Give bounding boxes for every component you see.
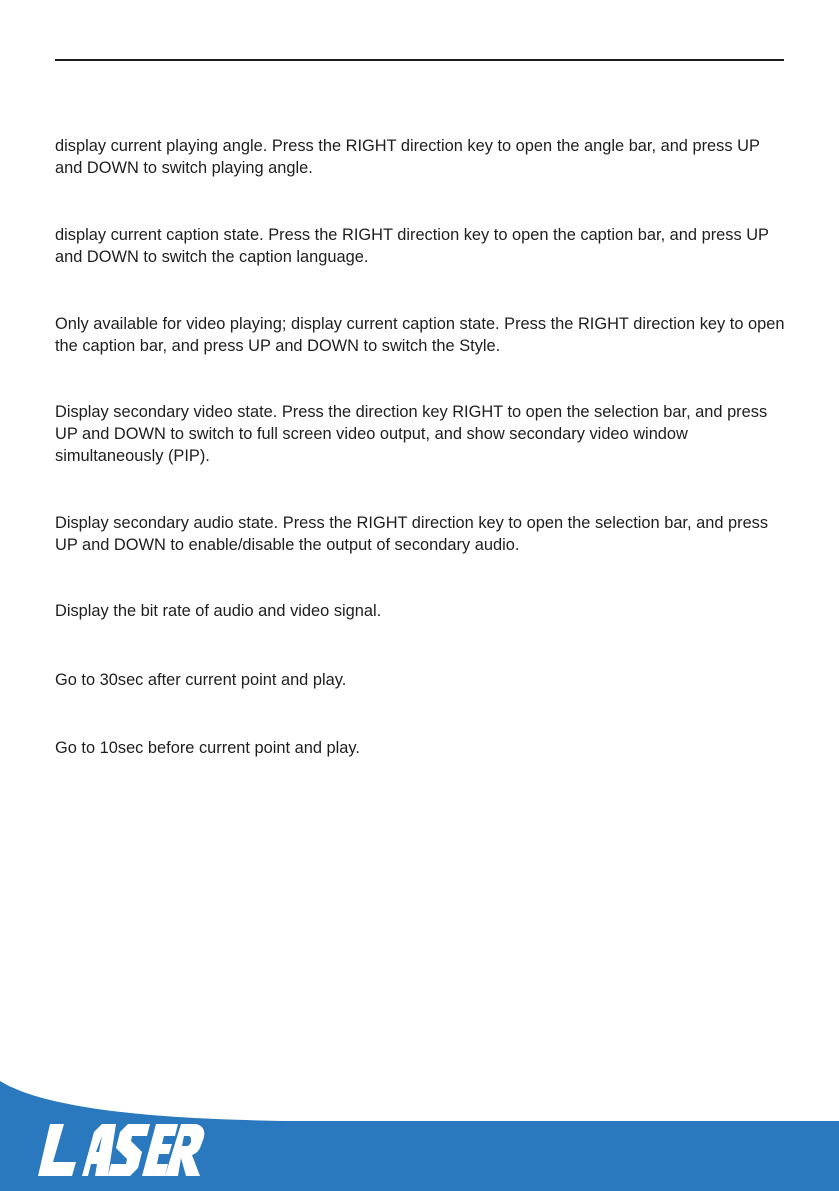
laser-logo bbox=[38, 1122, 206, 1178]
paragraph-bit-rate: Display the bit rate of audio and video signal. bbox=[55, 602, 382, 620]
paragraph-skip-forward: Go to 30sec after current point and play. bbox=[55, 671, 347, 689]
paragraph-secondary-video: Display secondary video state. Press the direction key RIGHT to open the selection bar, and press UP and DOWN to switch to full screen video output, and show secondary video window simultaneously (PIP). bbox=[55, 403, 768, 465]
header-rule bbox=[55, 59, 784, 61]
paragraph-skip-back: Go to 10sec before current point and play. bbox=[55, 739, 360, 757]
paragraph-secondary-audio: Display secondary audio state. Press the RIGHT direction key to open the selection bar, and press UP and DOWN to enable/disable the output of secondary audio. bbox=[55, 514, 769, 554]
paragraph-angle: display current playing angle. Press the RIGHT direction key to open the angle bar, and press UP and DOWN to switch playing angle. bbox=[55, 137, 760, 177]
paragraph-caption-style: Only available for video playing; display current caption state. Press the RIGHT direction key to open the caption bar, and press UP and DOWN to switch the Style. bbox=[55, 315, 785, 355]
paragraph-subtitle: display current caption state. Press the RIGHT direction key to open the caption bar, and press UP and DOWN to switch the caption language. bbox=[55, 226, 769, 266]
